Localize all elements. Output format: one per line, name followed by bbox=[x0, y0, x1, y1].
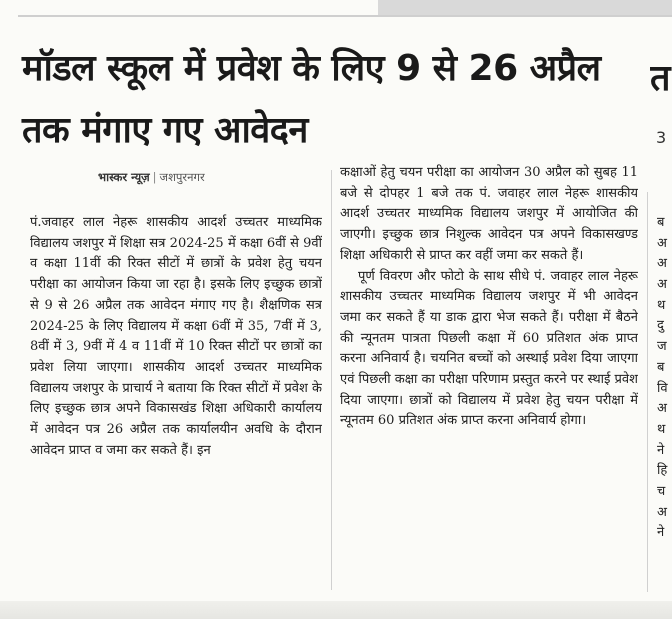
article-column-2 bbox=[340, 163, 638, 591]
top-strip bbox=[0, 0, 672, 24]
adjacent-line: ने bbox=[657, 442, 665, 458]
adjacent-line: अ bbox=[657, 235, 667, 251]
adjacent-line: थ bbox=[657, 421, 666, 437]
column-1-text: पं.जवाहर लाल नेहरू शासकीय आदर्श उच्चतर माध्यमिक विद्यालय जशपुर में शिक्षा सत्र 2024-25 में कक्षा 6वीं से 9वीं व कक्षा 11वीं की रिक्त सीटों में छात्रों के प्रवेश हेतु चयन परीक्षा का आयोजन किया जा रहा है। इसके लिए इच्छुक छात्रों से 9 से 26 अप्रैल तक आवेदन मंगाए गए है। शैक्षणिक सत्र 2024-25 के लिए विद्यालय में कक्षा 6वीं में 35, 7वीं में 3, 8वीं में 3, 9वीं में 4 व 11वीं में 10 रिक्त सीटों पर छात्रों का प्रवेश लिया जाएगा। शासकीय आदर्श उच्चतर माध्यमिक विद्यालय जशपुर के प्राचार्य ने बताया कि रिक्त सीटों में प्रवेश के लिए इच्छुक छात्र अपने विकासखंड शिक्षा अधिकारी कार्यालय में आवेदन पत्र 26 अप्रैल तक कार्यालयीन अवधि के दौरान आवेदन प्राप्त व जमा कर सकते हैं। इन bbox=[30, 215, 322, 458]
adjacent-line: ज bbox=[657, 339, 667, 355]
adjacent-line: हि bbox=[657, 463, 668, 479]
header-band bbox=[378, 0, 672, 15]
adjacent-line: अ bbox=[657, 256, 667, 272]
adjacent-article-column bbox=[657, 213, 672, 544]
adjacent-line: दु bbox=[657, 318, 664, 334]
article-headline: मॉडल स्कूल में प्रवेश के लिए 9 से 26 अप्रैल तक मंगाए गए आवेदन bbox=[22, 48, 601, 151]
byline-separator: | bbox=[152, 170, 157, 184]
article-column-1 bbox=[30, 213, 322, 591]
column-2-paragraph-1: कक्षाओं हेतु चयन परीक्षा का आयोजन 30 अप्रैल को सुबह 11 बजे से दोपहर 1 बजे तक पं. जवाहर लाल नेहरू शासकीय आदर्श उच्चतर माध्यमिक विद्यालय जशपुर में आयोजित की जाएगी। इच्छुक छात्र निशुल्क आवेदन पत्र अपने विकासखण्ड शिक्षा अधिकारी से प्राप्त कर वहीं जमा कर सकते हैं। bbox=[340, 165, 638, 263]
adjacent-line: ने bbox=[657, 525, 665, 541]
adjacent-line: वि bbox=[657, 380, 668, 396]
column-divider-right bbox=[647, 192, 648, 592]
byline-location: जशपुरनगर bbox=[159, 170, 205, 184]
adjacent-line: अ bbox=[657, 401, 667, 417]
bottom-edge bbox=[0, 601, 672, 619]
adjacent-line: च bbox=[657, 483, 666, 499]
adjacent-line: ब bbox=[657, 215, 665, 230]
header-rule bbox=[18, 15, 672, 17]
column-divider bbox=[331, 170, 332, 590]
adjacent-line: अ bbox=[657, 504, 667, 520]
adjacent-line: अ bbox=[657, 277, 667, 293]
column-2-paragraph-2: पूर्ण विवरण और फोटो के साथ सीधे पं. जवाहर लाल नेहरू शासकीय उच्चतर माध्यमिक विद्यालय जशपुर में भी आवेदन जमा कर सकते हैं या डाक द्वारा भेज सकते हैं। परीक्षा में बैठने की न्यूनतम पात्रता पिछली कक्षा में 60 प्रतिशत अंक प्राप्त करना अनिवार्य है। चयनित बच्चों को अस्थाई प्रवेश दिया जाएगा एवं पिछली कक्षा का परीक्षा परिणाम प्रस्तुत करने पर स्थाई प्रवेश दिया जाएगा। छात्रों को विद्यालय में प्रवेश हेतु चयन परीक्षा में न्यूनतम 60 प्रतिशत अंक प्राप्त करना अनिवार्य होगा। bbox=[340, 268, 638, 429]
adjacent-line: थ bbox=[657, 297, 666, 313]
adjacent-headline-fragment: त bbox=[650, 58, 671, 99]
adjacent-subhead-fragment: 3 bbox=[656, 128, 667, 147]
adjacent-line: ब bbox=[657, 359, 665, 375]
byline bbox=[98, 170, 205, 185]
byline-agency: भास्कर न्यूज़ bbox=[98, 170, 150, 184]
